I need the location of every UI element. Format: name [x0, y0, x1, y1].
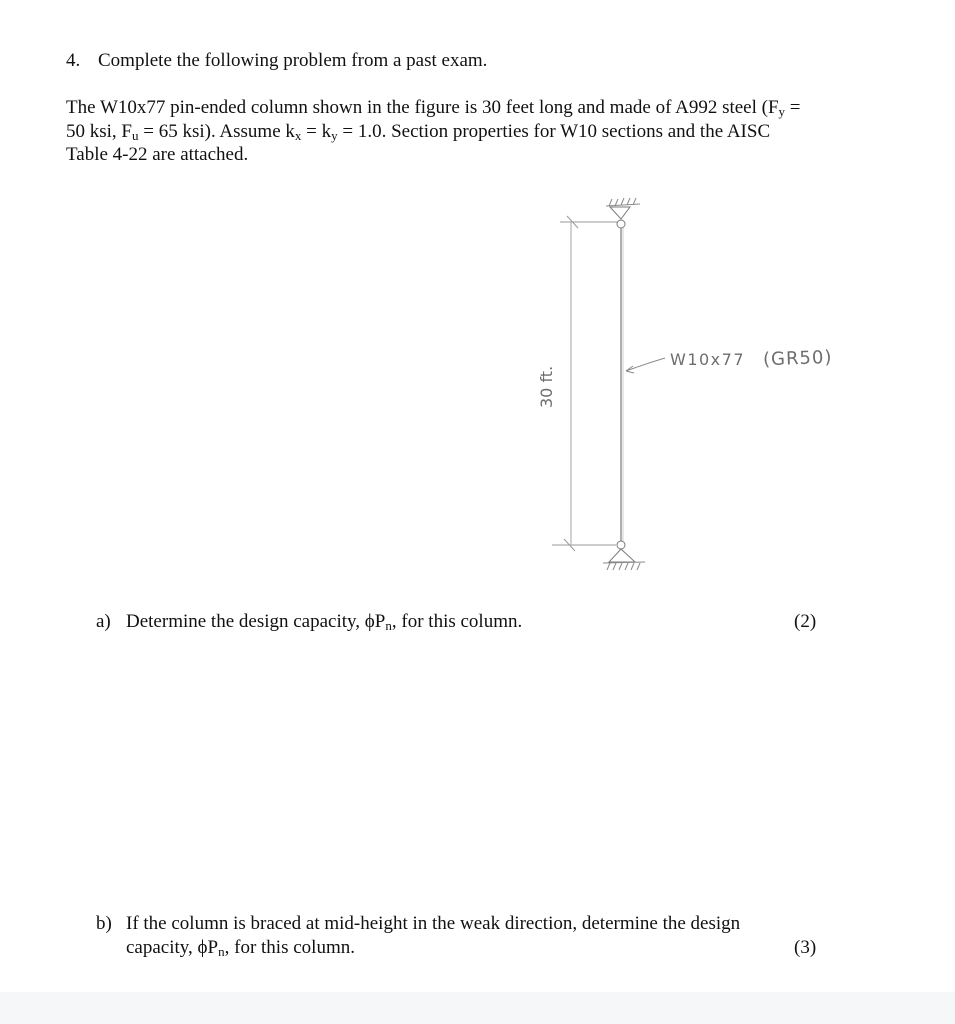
- page-bottom-band: [0, 992, 955, 1024]
- part-a-points: (2): [794, 611, 817, 632]
- part-b-question-line-1: If the column is braced at mid-height in the weak direction, determine the design: [126, 913, 741, 934]
- column-length-label: 30 ft.: [537, 365, 556, 408]
- problem-intro: Complete the following problem from a past exam.: [98, 50, 488, 71]
- top-pin-circle: [617, 220, 625, 228]
- problem-number: 4.: [66, 50, 81, 71]
- part-b-points: (3): [794, 937, 817, 958]
- top-pin-triangle: [610, 207, 630, 219]
- problem-statement-line-3: Table 4-22 are attached.: [66, 144, 249, 165]
- top-support-hatch: [606, 198, 640, 206]
- part-a-question: Determine the design capacity, $\phi P_n$, for this column.: [126, 611, 523, 633]
- part-b-label: b): [96, 913, 112, 934]
- part-a-label: a): [96, 611, 111, 632]
- problem-statement-line-1: The W10x77 pin-ended column shown in the figure is 30 feet long and made of A992 steel ($F_y$ =: [66, 97, 801, 119]
- problem-statement-line-2: 50 ksi, $F_u = 65$ ksi). Assume $k_x = k_y = 1.0$. Section properties for W10 sections and the AISC: [66, 121, 771, 143]
- section-leader-line: [626, 358, 665, 371]
- bottom-pin-triangle: [609, 549, 635, 562]
- part-b-question-line-2: capacity, $\phi P_n$, for this column.: [126, 937, 355, 959]
- bottom-pin-circle: [617, 541, 625, 549]
- steel-grade-label: (GR50): [762, 346, 833, 371]
- bottom-support-hatch: [603, 562, 645, 570]
- section-size-label: W10x77: [670, 350, 746, 369]
